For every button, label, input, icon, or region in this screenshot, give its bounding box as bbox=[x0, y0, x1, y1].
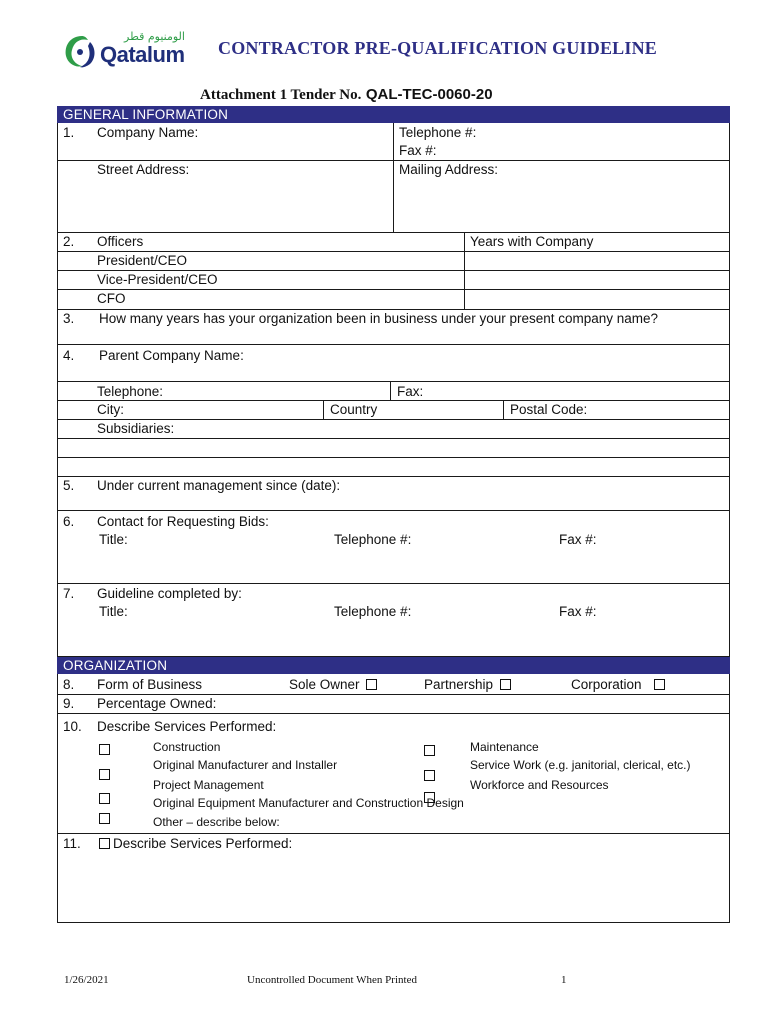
service-work-label: Service Work (e.g. janitorial, clerical, etc.) bbox=[470, 758, 691, 772]
item-number: 1. bbox=[63, 125, 75, 140]
oem-design-label: Original Equipment Manufacturer and Construction Design bbox=[153, 796, 464, 810]
form-of-business-label: Form of Business bbox=[97, 677, 203, 692]
section-organization: ORGANIZATION bbox=[57, 657, 730, 674]
sole-owner-option[interactable] bbox=[289, 677, 377, 693]
sole-owner-checkbox[interactable] bbox=[366, 679, 377, 690]
attachment-subtitle bbox=[200, 86, 493, 104]
services-performed-label: Describe Services Performed: bbox=[97, 719, 277, 734]
row-divider bbox=[57, 510, 730, 511]
item-number: 10. bbox=[63, 719, 82, 734]
percentage-owned-field[interactable]: Percentage Owned: bbox=[97, 696, 217, 711]
subsidiaries-field[interactable]: Subsidiaries: bbox=[97, 421, 175, 436]
footer-note: Uncontrolled Document When Printed bbox=[247, 974, 417, 986]
city-field[interactable]: City: bbox=[97, 402, 124, 417]
fax-field[interactable]: Fax #: bbox=[399, 143, 437, 158]
parent-telephone-field[interactable]: Telephone: bbox=[97, 384, 164, 399]
company-name-field[interactable]: Company Name: bbox=[97, 125, 199, 140]
row-divider bbox=[57, 713, 730, 714]
item-number: 4. bbox=[63, 348, 75, 363]
row-divider bbox=[57, 833, 730, 834]
describe-services-option[interactable] bbox=[99, 836, 292, 852]
other-describe-label: Other – describe below: bbox=[153, 815, 280, 829]
row-divider bbox=[57, 419, 730, 420]
column-divider bbox=[390, 381, 391, 400]
service-work-checkbox[interactable] bbox=[424, 770, 435, 781]
completed-by-label: Guideline completed by: bbox=[97, 586, 242, 601]
row-divider bbox=[57, 232, 730, 233]
workforce-checkbox[interactable] bbox=[424, 792, 435, 803]
postal-code-field[interactable]: Postal Code: bbox=[510, 402, 588, 417]
country-field[interactable]: Country bbox=[330, 402, 378, 417]
row-divider bbox=[57, 438, 730, 439]
footer-page-number: 1 bbox=[561, 974, 567, 986]
completed-fax-field[interactable]: Fax #: bbox=[559, 604, 597, 619]
contact-telephone-field[interactable]: Telephone #: bbox=[334, 532, 412, 547]
tender-number: QAL-TEC-0060-20 bbox=[365, 86, 493, 103]
row-divider bbox=[57, 583, 730, 584]
corporation-label: Corporation bbox=[571, 677, 642, 692]
item-number: 7. bbox=[63, 586, 75, 601]
years-in-business-field[interactable]: How many years has your organization been in business under your present company name? bbox=[99, 311, 659, 326]
describe-services-checkbox[interactable] bbox=[99, 838, 110, 849]
contact-bids-label: Contact for Requesting Bids: bbox=[97, 514, 269, 529]
column-divider bbox=[503, 400, 504, 419]
officers-label: Officers bbox=[97, 234, 144, 249]
president-field[interactable]: President/CEO bbox=[97, 253, 188, 268]
street-address-field[interactable]: Street Address: bbox=[97, 162, 190, 177]
row-divider bbox=[57, 289, 730, 290]
sole-owner-label: Sole Owner bbox=[289, 677, 360, 692]
telephone-field[interactable]: Telephone #: bbox=[399, 125, 477, 140]
column-divider bbox=[464, 232, 465, 309]
maintenance-label: Maintenance bbox=[470, 740, 539, 754]
row-divider bbox=[57, 457, 730, 458]
years-with-company-label: Years with Company bbox=[470, 234, 594, 249]
oem-installer-checkbox[interactable] bbox=[99, 769, 110, 780]
cfo-field[interactable]: CFO bbox=[97, 291, 126, 306]
contact-fax-field[interactable]: Fax #: bbox=[559, 532, 597, 547]
item-number: 3. bbox=[63, 311, 75, 326]
logo-arabic-text: الومنيوم قطر bbox=[124, 30, 185, 43]
item-number: 6. bbox=[63, 514, 75, 529]
contact-title-field[interactable]: Title: bbox=[99, 532, 128, 547]
management-since-field[interactable]: Under current management since (date): bbox=[97, 478, 341, 493]
maintenance-checkbox[interactable] bbox=[424, 745, 435, 756]
row-divider bbox=[57, 270, 730, 271]
row-divider bbox=[57, 694, 730, 695]
item-number: 5. bbox=[63, 478, 75, 493]
parent-company-field[interactable]: Parent Company Name: bbox=[99, 348, 244, 363]
row-divider bbox=[57, 344, 730, 345]
qatalum-swirl-icon bbox=[60, 30, 100, 72]
column-divider bbox=[393, 123, 394, 232]
item-number: 9. bbox=[63, 696, 75, 711]
completed-title-field[interactable]: Title: bbox=[99, 604, 128, 619]
row-divider bbox=[57, 381, 730, 382]
oem-installer-label: Original Manufacturer and Installer bbox=[153, 758, 338, 772]
column-divider bbox=[323, 400, 324, 419]
partnership-option[interactable] bbox=[424, 677, 511, 693]
logo-name: Qatalum bbox=[100, 42, 185, 67]
describe-services-label: Describe Services Performed: bbox=[113, 836, 293, 851]
item-number: 11. bbox=[63, 836, 81, 851]
row-divider bbox=[57, 251, 730, 252]
section-general-information: GENERAL INFORMATION bbox=[57, 106, 730, 123]
corporation-option[interactable] bbox=[571, 677, 665, 693]
partnership-label: Partnership bbox=[424, 677, 494, 692]
completed-telephone-field[interactable]: Telephone #: bbox=[334, 604, 412, 619]
footer-date: 1/26/2021 bbox=[64, 974, 109, 986]
project-management-label: Project Management bbox=[153, 778, 264, 792]
workforce-label: Workforce and Resources bbox=[470, 778, 609, 792]
construction-checkbox[interactable] bbox=[99, 744, 110, 755]
other-checkbox[interactable] bbox=[99, 813, 110, 824]
construction-label: Construction bbox=[153, 740, 221, 754]
qatalum-logo bbox=[60, 30, 200, 72]
attachment-label: Attachment 1 Tender No. bbox=[200, 87, 362, 103]
row-divider bbox=[57, 309, 730, 310]
oem-design-checkbox[interactable] bbox=[99, 793, 110, 804]
corporation-checkbox[interactable] bbox=[654, 679, 665, 690]
row-divider bbox=[57, 476, 730, 477]
row-divider bbox=[57, 400, 730, 401]
item-number: 8. bbox=[63, 677, 75, 692]
parent-fax-field[interactable]: Fax: bbox=[397, 384, 424, 399]
mailing-address-field[interactable]: Mailing Address: bbox=[399, 162, 499, 177]
partnership-checkbox[interactable] bbox=[500, 679, 511, 690]
vice-president-field[interactable]: Vice-President/CEO bbox=[97, 272, 218, 287]
item-number: 2. bbox=[63, 234, 75, 249]
page-title: CONTRACTOR PRE-QUALIFICATION GUIDELINE bbox=[218, 38, 657, 58]
